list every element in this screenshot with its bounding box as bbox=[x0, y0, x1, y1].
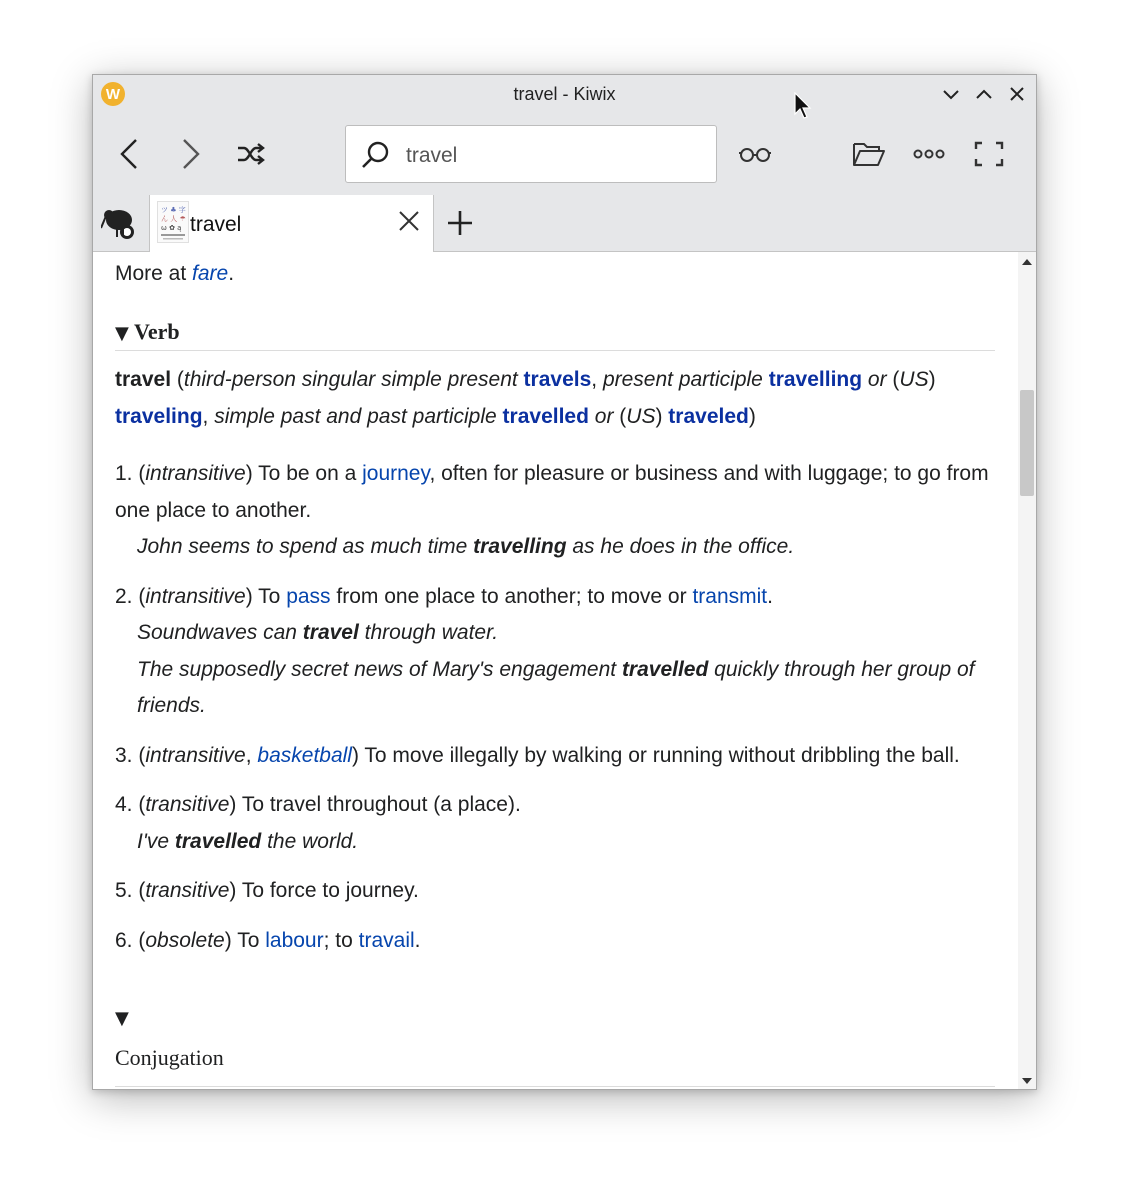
fare-link[interactable]: fare bbox=[192, 262, 229, 285]
labour-link[interactable]: labour bbox=[265, 928, 324, 952]
more-at-line: More at fare. bbox=[115, 262, 235, 285]
tab-bar bbox=[93, 195, 1036, 252]
title-bar bbox=[93, 75, 1036, 113]
window-title: travel - Kiwix bbox=[513, 84, 616, 104]
sense-1: 1. (intransitive) To be on a journey, often for pleasure or business and with luggage; to go from one place to another. John seems to spend as much time travelling as he does in the office. bbox=[115, 456, 995, 566]
travelling-link[interactable]: travelling bbox=[768, 368, 863, 391]
close-icon bbox=[1009, 86, 1025, 102]
traveled-link[interactable]: traveled bbox=[668, 404, 749, 428]
search-box[interactable] bbox=[345, 125, 717, 183]
kiwix-window bbox=[92, 74, 1037, 1090]
journey-link[interactable]: journey bbox=[362, 462, 430, 485]
conjugation-heading[interactable]: Conjugation bbox=[115, 1040, 995, 1087]
traveling-link[interactable]: traveling bbox=[115, 404, 203, 428]
close-tab-button[interactable] bbox=[397, 209, 421, 238]
article-view[interactable] bbox=[93, 252, 1018, 1089]
folder-open-icon bbox=[852, 140, 886, 168]
transmit-link[interactable]: transmit bbox=[692, 584, 768, 608]
open-file-button[interactable] bbox=[847, 132, 891, 176]
glasses-icon bbox=[738, 145, 772, 163]
scroll-up-arrow-icon[interactable] bbox=[1022, 258, 1032, 266]
scroll-down-arrow-icon[interactable] bbox=[1022, 1077, 1032, 1085]
sense-5: 5. (transitive) To force to journey. bbox=[115, 879, 419, 902]
svg-text:ん 人 ☂: ん 人 ☂ bbox=[161, 215, 186, 223]
plus-icon bbox=[447, 210, 473, 236]
sense-4: 4. (transitive) To travel throughout (a place). I've travelled the world. bbox=[115, 787, 995, 860]
vertical-scrollbar[interactable] bbox=[1018, 252, 1036, 1089]
sense-3: 3. (intransitive, basketball) To move illegally by walking or running without dribbling the ball. bbox=[115, 743, 960, 767]
chevron-left-icon bbox=[117, 137, 141, 171]
svg-text:ω ✿ ą: ω ✿ ą bbox=[161, 224, 182, 232]
back-button[interactable] bbox=[107, 132, 151, 176]
travelled-link[interactable]: travelled bbox=[502, 404, 589, 428]
close-window-button[interactable] bbox=[1005, 83, 1029, 105]
collapse-toggle[interactable]: ▼ bbox=[115, 1008, 129, 1029]
kiwi-bird-icon bbox=[101, 204, 141, 242]
fullscreen-icon bbox=[974, 141, 1004, 167]
chevron-down-icon bbox=[942, 88, 960, 100]
svg-text:ツ ♣ 字: ツ ♣ 字 bbox=[161, 206, 186, 214]
wiktionary-favicon-icon bbox=[157, 201, 189, 243]
library-home-tab[interactable] bbox=[93, 195, 149, 251]
fullscreen-button[interactable] bbox=[967, 132, 1011, 176]
example-sentence: Soundwaves can travel through water. bbox=[137, 621, 499, 644]
chevron-right-icon bbox=[179, 137, 203, 171]
sense-2: 2. (intransitive) To pass from one place to another; to move or transmit. Soundwaves can travel through water. The supposedly secret news of Mary's engagement travelled quickly through her group of friends. bbox=[115, 579, 995, 725]
shuffle-icon bbox=[236, 142, 266, 166]
headword-line: travel (third-person singular simple present travels, present participle travelling or (US) traveling, simple past and past participle travelled or (US) traveled) bbox=[115, 368, 936, 428]
random-article-button[interactable] bbox=[229, 132, 273, 176]
collapse-triangle-icon: ▼ bbox=[115, 323, 129, 344]
travels-link[interactable]: travels bbox=[523, 368, 592, 391]
tab-label: travel bbox=[190, 213, 242, 236]
more-options-icon bbox=[912, 148, 946, 160]
reading-mode-button[interactable] bbox=[733, 132, 777, 176]
kiwix-app-icon: W bbox=[101, 82, 125, 106]
mouse-cursor-icon bbox=[794, 92, 814, 120]
example-sentence: John seems to spend as much time travelling as he does in the office. bbox=[137, 535, 795, 558]
sense-6: 6. (obsolete) To labour; to travail. bbox=[115, 928, 421, 952]
close-icon bbox=[397, 209, 421, 233]
new-tab-button[interactable] bbox=[442, 205, 478, 241]
basketball-link[interactable]: basketball bbox=[257, 743, 352, 767]
maximize-button[interactable] bbox=[972, 83, 996, 105]
pass-link[interactable]: pass bbox=[286, 584, 331, 608]
sense-list bbox=[115, 456, 995, 972]
example-sentence: I've travelled the world. bbox=[137, 829, 359, 853]
tab-travel[interactable] bbox=[149, 195, 434, 252]
example-sentence: The supposedly secret news of Mary's engagement travelled quickly through her group of friends. bbox=[137, 657, 975, 717]
minimize-button[interactable] bbox=[939, 83, 963, 105]
chevron-up-icon bbox=[975, 88, 993, 100]
verb-heading[interactable]: ▼ Verb bbox=[115, 314, 995, 351]
search-icon bbox=[360, 140, 390, 170]
travail-link[interactable]: travail bbox=[358, 928, 415, 952]
forward-button[interactable] bbox=[169, 132, 213, 176]
menu-button[interactable] bbox=[907, 132, 951, 176]
toolbar bbox=[93, 113, 1036, 196]
search-input[interactable] bbox=[404, 140, 708, 172]
scrollbar-thumb[interactable] bbox=[1020, 390, 1034, 496]
